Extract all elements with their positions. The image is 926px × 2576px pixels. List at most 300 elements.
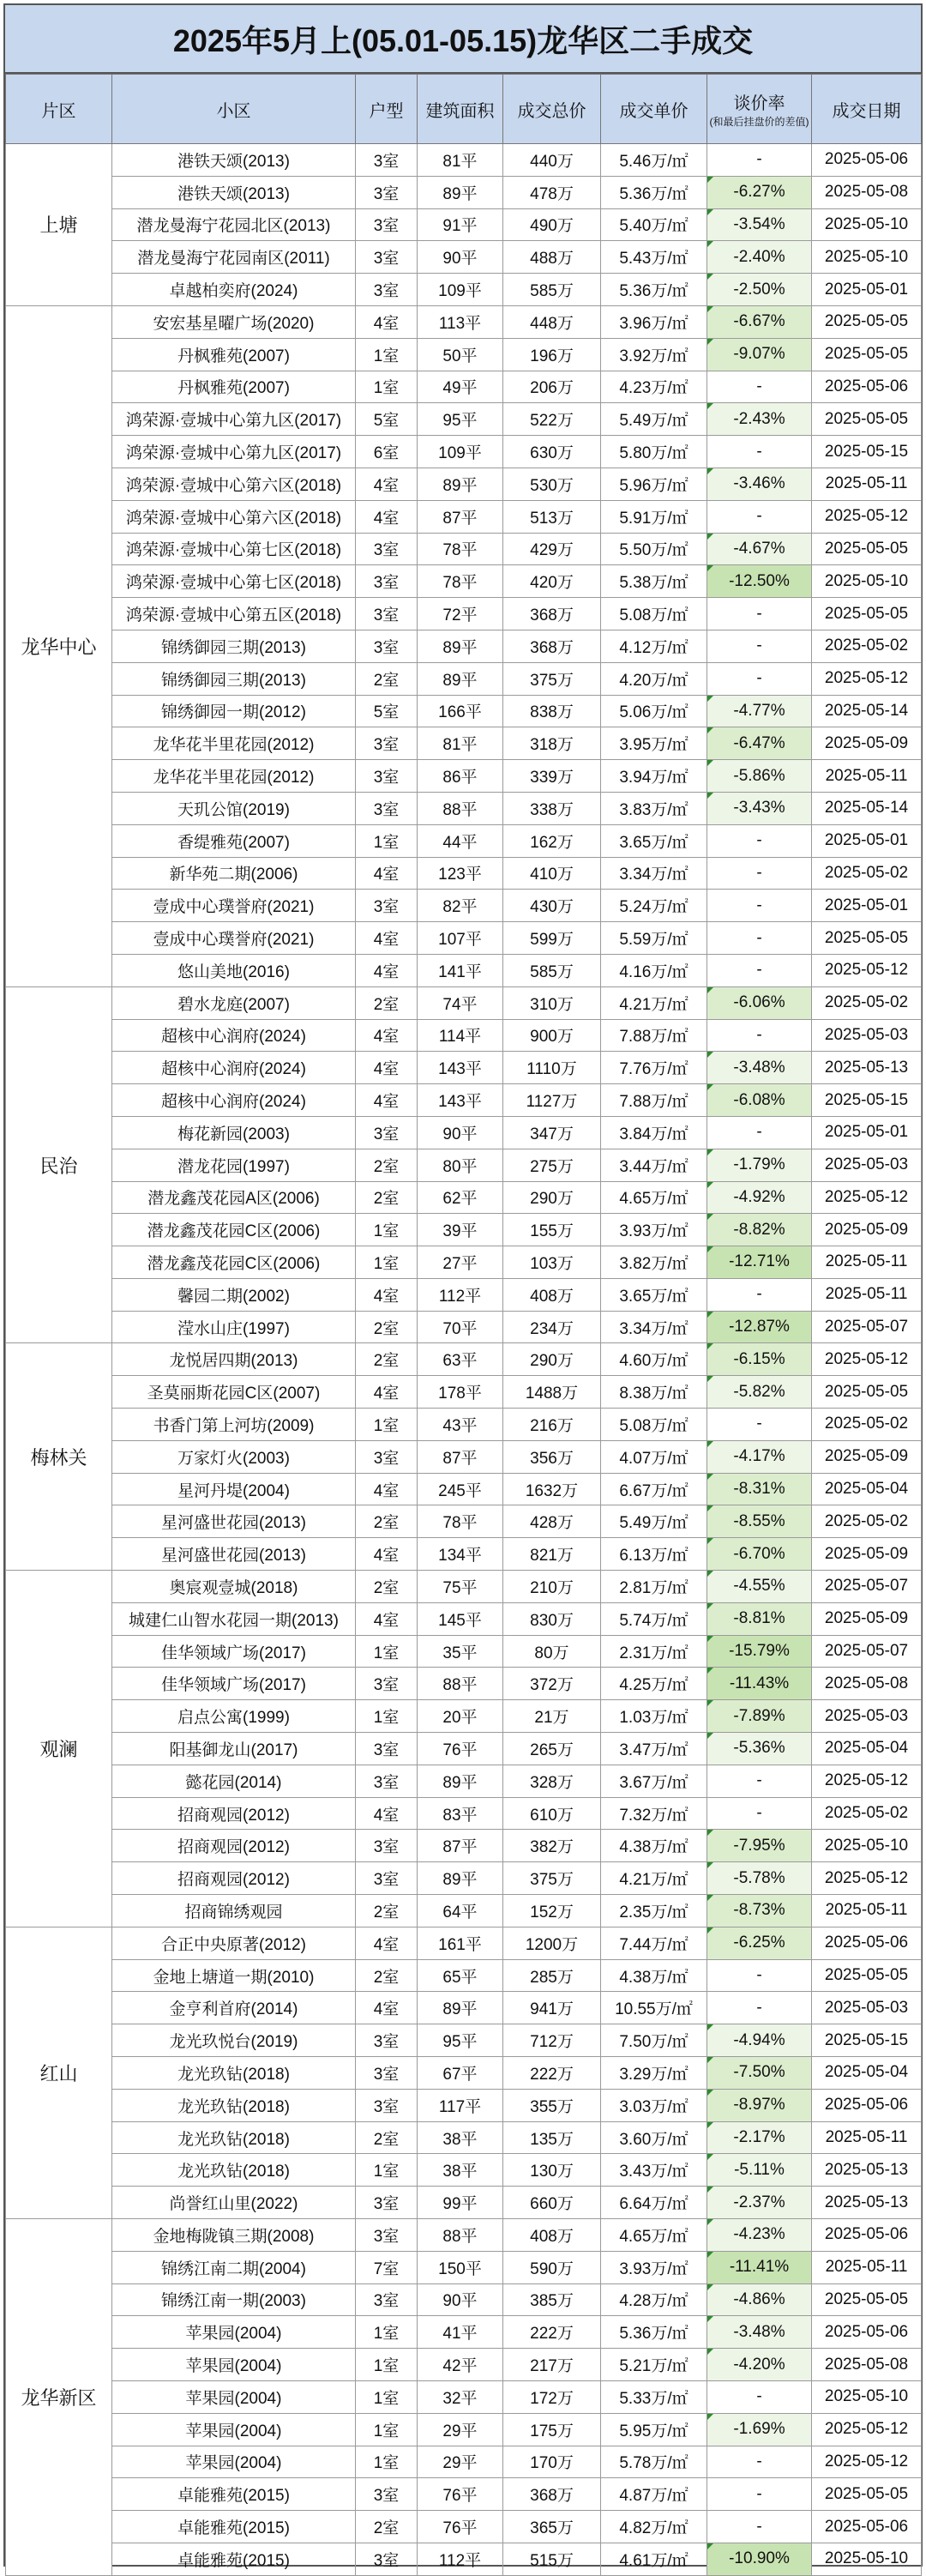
unit-cell: 7.32万/㎡ xyxy=(601,1797,707,1830)
size-cell: 27平 xyxy=(418,1246,503,1279)
total-cell: 310万 xyxy=(503,986,601,1019)
size-cell: 107平 xyxy=(418,922,503,955)
rate-cell: - xyxy=(707,1409,812,1441)
community-cell: 圣莫丽斯花园C区(2007) xyxy=(112,1376,356,1409)
date-cell: 2025-05-04 xyxy=(812,1733,922,1765)
community-cell: 万家灯火(2003) xyxy=(112,1440,356,1473)
table-row xyxy=(6,1149,922,1181)
unit-cell: 5.36万/㎡ xyxy=(601,274,707,306)
unit-cell: 5.36万/㎡ xyxy=(601,2316,707,2349)
date-cell: 2025-05-12 xyxy=(812,662,922,695)
total-cell: 222万 xyxy=(503,2316,601,2349)
layout-cell: 4室 xyxy=(356,857,418,890)
unit-cell: 3.65万/㎡ xyxy=(601,1278,707,1311)
community-cell: 鸿荣源·壹城中心第九区(2017) xyxy=(112,403,356,436)
unit-cell: 2.81万/㎡ xyxy=(601,1571,707,1603)
date-cell: 2025-05-10 xyxy=(812,2380,922,2413)
date-cell: 2025-05-11 xyxy=(812,1278,922,1311)
table-row xyxy=(6,533,922,565)
size-cell: 74平 xyxy=(418,986,503,1019)
layout-cell: 5室 xyxy=(356,695,418,727)
total-cell: 339万 xyxy=(503,760,601,793)
unit-cell: 3.44万/㎡ xyxy=(601,1149,707,1181)
date-cell: 2025-05-09 xyxy=(812,1538,922,1571)
table-row xyxy=(6,1959,922,1992)
table-row xyxy=(6,565,922,598)
size-cell: 90平 xyxy=(418,2283,503,2316)
size-cell: 35平 xyxy=(418,1635,503,1668)
size-cell: 99平 xyxy=(418,2187,503,2219)
layout-cell: 1室 xyxy=(356,2316,418,2349)
community-cell: 星河盛世花园(2013) xyxy=(112,1538,356,1571)
date-cell: 2025-05-14 xyxy=(812,792,922,824)
size-cell: 143平 xyxy=(418,1052,503,1084)
community-cell: 香缇雅苑(2007) xyxy=(112,824,356,857)
community-cell: 梅花新园(2003) xyxy=(112,1116,356,1149)
unit-cell: 4.21万/㎡ xyxy=(601,1862,707,1895)
rate-cell: - xyxy=(707,922,812,955)
total-cell: 490万 xyxy=(503,208,601,241)
community-cell: 锦绣江南一期(2003) xyxy=(112,2283,356,2316)
unit-cell: 3.43万/㎡ xyxy=(601,2154,707,2187)
total-cell: 368万 xyxy=(503,2478,601,2511)
unit-cell: 7.44万/㎡ xyxy=(601,1927,707,1959)
total-cell: 355万 xyxy=(503,2089,601,2121)
table-row xyxy=(6,1635,922,1668)
table-row xyxy=(6,1797,922,1830)
size-cell: 150平 xyxy=(418,2251,503,2283)
date-cell: 2025-05-12 xyxy=(812,2413,922,2446)
total-cell: 338万 xyxy=(503,792,601,824)
layout-cell: 5室 xyxy=(356,403,418,436)
layout-cell: 3室 xyxy=(356,1862,418,1895)
date-cell: 2025-05-06 xyxy=(812,144,922,177)
date-cell: 2025-05-15 xyxy=(812,436,922,468)
total-cell: 440万 xyxy=(503,144,601,177)
layout-cell: 4室 xyxy=(356,500,418,533)
size-cell: 91平 xyxy=(418,208,503,241)
header-area: 片区 xyxy=(6,75,112,144)
size-cell: 134平 xyxy=(418,1538,503,1571)
rate-cell: - xyxy=(707,500,812,533)
unit-cell: 4.38万/㎡ xyxy=(601,1830,707,1862)
size-cell: 44平 xyxy=(418,824,503,857)
table-row xyxy=(6,1862,922,1895)
date-cell: 2025-05-11 xyxy=(812,1895,922,1927)
community-cell: 丹枫雅苑(2007) xyxy=(112,338,356,371)
date-cell: 2025-05-09 xyxy=(812,1602,922,1635)
layout-cell: 3室 xyxy=(356,2187,418,2219)
rate-cell: - xyxy=(707,436,812,468)
date-cell: 2025-05-07 xyxy=(812,1571,922,1603)
date-cell: 2025-05-05 xyxy=(812,598,922,630)
size-cell: 49平 xyxy=(418,371,503,403)
unit-cell: 4.20万/㎡ xyxy=(601,662,707,695)
date-cell: 2025-05-01 xyxy=(812,1116,922,1149)
rate-cell: -1.69% xyxy=(707,2413,812,2446)
community-cell: 卓能雅苑(2015) xyxy=(112,2543,356,2575)
community-cell: 天玑公馆(2019) xyxy=(112,792,356,824)
unit-cell: 5.46万/㎡ xyxy=(601,144,707,177)
table-row xyxy=(6,1895,922,1927)
community-cell: 招商观园(2012) xyxy=(112,1862,356,1895)
layout-cell: 3室 xyxy=(356,598,418,630)
date-cell: 2025-05-02 xyxy=(812,1797,922,1830)
table-row xyxy=(6,1668,922,1700)
table-row xyxy=(6,176,922,208)
community-cell: 悠山美地(2016) xyxy=(112,954,356,986)
total-cell: 712万 xyxy=(503,2024,601,2057)
date-cell: 2025-05-13 xyxy=(812,2187,922,2219)
total-cell: 1488万 xyxy=(503,1376,601,1409)
total-cell: 599万 xyxy=(503,922,601,955)
total-cell: 1127万 xyxy=(503,1084,601,1117)
unit-cell: 3.34万/㎡ xyxy=(601,1311,707,1343)
transactions-table xyxy=(5,74,922,2576)
community-cell: 启点公寓(1999) xyxy=(112,1700,356,1733)
layout-cell: 3室 xyxy=(356,208,418,241)
table-row xyxy=(6,1733,922,1765)
layout-cell: 1室 xyxy=(356,1409,418,1441)
date-cell: 2025-05-04 xyxy=(812,1473,922,1505)
community-cell: 龙华花半里花园(2012) xyxy=(112,727,356,760)
unit-cell: 1.03万/㎡ xyxy=(601,1700,707,1733)
table-row xyxy=(6,2187,922,2219)
rate-cell: -6.27% xyxy=(707,176,812,208)
table-row xyxy=(6,1409,922,1441)
header-date: 成交日期 xyxy=(812,75,922,144)
layout-cell: 2室 xyxy=(356,1149,418,1181)
layout-cell: 1室 xyxy=(356,1246,418,1279)
total-cell: 660万 xyxy=(503,2187,601,2219)
layout-cell: 1室 xyxy=(356,1700,418,1733)
size-cell: 95平 xyxy=(418,2024,503,2057)
rate-cell: -8.31% xyxy=(707,1473,812,1505)
unit-cell: 8.38万/㎡ xyxy=(601,1376,707,1409)
total-cell: 103万 xyxy=(503,1246,601,1279)
community-cell: 星河丹堤(2004) xyxy=(112,1473,356,1505)
layout-cell: 1室 xyxy=(356,2446,418,2478)
header-unit: 成交单价 xyxy=(601,75,707,144)
size-cell: 32平 xyxy=(418,2380,503,2413)
date-cell: 2025-05-06 xyxy=(812,2219,922,2252)
header-rate-label: 谈价率 xyxy=(733,94,785,113)
unit-cell: 3.65万/㎡ xyxy=(601,824,707,857)
community-cell: 鸿荣源·壹城中心第六区(2018) xyxy=(112,468,356,500)
date-cell: 2025-05-02 xyxy=(812,986,922,1019)
rate-cell: -12.50% xyxy=(707,565,812,598)
total-cell: 429万 xyxy=(503,533,601,565)
unit-cell: 7.50万/㎡ xyxy=(601,2024,707,2057)
date-cell: 2025-05-06 xyxy=(812,2511,922,2543)
size-cell: 113平 xyxy=(418,305,503,338)
unit-cell: 5.49万/㎡ xyxy=(601,403,707,436)
community-cell: 超核中心润府(2024) xyxy=(112,1019,356,1052)
table-row xyxy=(6,1538,922,1571)
date-cell: 2025-05-06 xyxy=(812,1927,922,1959)
size-cell: 65平 xyxy=(418,1959,503,1992)
community-cell: 潜龙曼海宁花园北区(2013) xyxy=(112,208,356,241)
size-cell: 42平 xyxy=(418,2349,503,2381)
rate-cell: -7.50% xyxy=(707,2057,812,2090)
date-cell: 2025-05-03 xyxy=(812,1700,922,1733)
size-cell: 63平 xyxy=(418,1343,503,1376)
area-cell: 民治 xyxy=(6,986,112,1343)
table-row xyxy=(6,1602,922,1635)
date-cell: 2025-05-11 xyxy=(812,1246,922,1279)
community-cell: 壹成中心璞誉府(2021) xyxy=(112,922,356,955)
unit-cell: 5.49万/㎡ xyxy=(601,1505,707,1538)
community-cell: 潜龙曼海宁花园南区(2011) xyxy=(112,241,356,274)
rate-cell: -4.17% xyxy=(707,1440,812,1473)
rate-cell: -2.17% xyxy=(707,2121,812,2154)
rate-cell: -2.40% xyxy=(707,241,812,274)
table-row xyxy=(6,1992,922,2024)
total-cell: 222万 xyxy=(503,2057,601,2090)
total-cell: 368万 xyxy=(503,630,601,662)
rate-cell: -3.43% xyxy=(707,792,812,824)
unit-cell: 3.67万/㎡ xyxy=(601,1765,707,1797)
rate-cell: - xyxy=(707,1019,812,1052)
rate-cell: -4.67% xyxy=(707,533,812,565)
total-cell: 275万 xyxy=(503,1149,601,1181)
size-cell: 114平 xyxy=(418,1019,503,1052)
size-cell: 95平 xyxy=(418,403,503,436)
table-row xyxy=(6,371,922,403)
size-cell: 88平 xyxy=(418,1668,503,1700)
size-cell: 90平 xyxy=(418,1116,503,1149)
table-row xyxy=(6,2154,922,2187)
table-row xyxy=(6,1440,922,1473)
area-cell: 红山 xyxy=(6,1927,112,2218)
size-cell: 76平 xyxy=(418,1733,503,1765)
size-cell: 81平 xyxy=(418,144,503,177)
table-row xyxy=(6,792,922,824)
date-cell: 2025-05-02 xyxy=(812,1409,922,1441)
rate-cell: -6.67% xyxy=(707,305,812,338)
community-cell: 龙悦居四期(2013) xyxy=(112,1343,356,1376)
layout-cell: 3室 xyxy=(356,533,418,565)
size-cell: 78平 xyxy=(418,533,503,565)
community-cell: 尚誉红山里(2022) xyxy=(112,2187,356,2219)
rate-cell: - xyxy=(707,1116,812,1149)
total-cell: 585万 xyxy=(503,954,601,986)
date-cell: 2025-05-10 xyxy=(812,2543,922,2575)
community-cell: 卓能雅苑(2015) xyxy=(112,2511,356,2543)
community-cell: 金地上塘道一期(2010) xyxy=(112,1959,356,1992)
community-cell: 碧水龙庭(2007) xyxy=(112,986,356,1019)
size-cell: 90平 xyxy=(418,241,503,274)
community-cell: 潜龙鑫茂花园A区(2006) xyxy=(112,1181,356,1214)
table-row xyxy=(6,338,922,371)
table-row xyxy=(6,598,922,630)
unit-cell: 10.55万/㎡ xyxy=(601,1992,707,2024)
date-cell: 2025-05-05 xyxy=(812,1376,922,1409)
layout-cell: 4室 xyxy=(356,1797,418,1830)
rate-cell: -12.87% xyxy=(707,1311,812,1343)
date-cell: 2025-05-11 xyxy=(812,468,922,500)
unit-cell: 3.82万/㎡ xyxy=(601,1246,707,1279)
table-row xyxy=(6,500,922,533)
table-row xyxy=(6,695,922,727)
size-cell: 88平 xyxy=(418,2219,503,2252)
size-cell: 78平 xyxy=(418,565,503,598)
layout-cell: 3室 xyxy=(356,241,418,274)
layout-cell: 3室 xyxy=(356,565,418,598)
community-cell: 招商锦绣观园 xyxy=(112,1895,356,1927)
community-cell: 佳华领域广场(2017) xyxy=(112,1635,356,1668)
date-cell: 2025-05-10 xyxy=(812,1830,922,1862)
total-cell: 610万 xyxy=(503,1797,601,1830)
total-cell: 478万 xyxy=(503,176,601,208)
size-cell: 87平 xyxy=(418,1440,503,1473)
community-cell: 卓能雅苑(2015) xyxy=(112,2478,356,2511)
size-cell: 89平 xyxy=(418,630,503,662)
total-cell: 410万 xyxy=(503,857,601,890)
unit-cell: 5.24万/㎡ xyxy=(601,890,707,922)
layout-cell: 3室 xyxy=(356,2057,418,2090)
unit-cell: 4.21万/㎡ xyxy=(601,986,707,1019)
community-cell: 金地梅陇镇三期(2008) xyxy=(112,2219,356,2252)
layout-cell: 4室 xyxy=(356,1019,418,1052)
unit-cell: 6.64万/㎡ xyxy=(601,2187,707,2219)
unit-cell: 6.13万/㎡ xyxy=(601,1538,707,1571)
date-cell: 2025-05-05 xyxy=(812,305,922,338)
rate-cell: - xyxy=(707,144,812,177)
date-cell: 2025-05-11 xyxy=(812,2251,922,2283)
unit-cell: 4.12万/㎡ xyxy=(601,630,707,662)
total-cell: 175万 xyxy=(503,2413,601,2446)
total-cell: 265万 xyxy=(503,1733,601,1765)
table-row xyxy=(6,1278,922,1311)
date-cell: 2025-05-13 xyxy=(812,2154,922,2187)
rate-cell: - xyxy=(707,1278,812,1311)
community-cell: 超核中心润府(2024) xyxy=(112,1084,356,1117)
total-cell: 356万 xyxy=(503,1440,601,1473)
size-cell: 38平 xyxy=(418,2154,503,2187)
total-cell: 428万 xyxy=(503,1505,601,1538)
table-row xyxy=(6,1116,922,1149)
layout-cell: 2室 xyxy=(356,986,418,1019)
header-rate xyxy=(707,75,812,144)
date-cell: 2025-05-05 xyxy=(812,533,922,565)
total-cell: 408万 xyxy=(503,1278,601,1311)
unit-cell: 4.65万/㎡ xyxy=(601,1181,707,1214)
header-community: 小区 xyxy=(112,75,356,144)
date-cell: 2025-05-05 xyxy=(812,2478,922,2511)
total-cell: 135万 xyxy=(503,2121,601,2154)
layout-cell: 3室 xyxy=(356,1765,418,1797)
community-cell: 鸿荣源·壹城中心第六区(2018) xyxy=(112,500,356,533)
table-row xyxy=(6,662,922,695)
size-cell: 245平 xyxy=(418,1473,503,1505)
layout-cell: 3室 xyxy=(356,2024,418,2057)
table-row xyxy=(6,2349,922,2381)
community-cell: 滢水山庄(1997) xyxy=(112,1311,356,1343)
community-cell: 龙光玖悦台(2019) xyxy=(112,2024,356,2057)
layout-cell: 4室 xyxy=(356,305,418,338)
total-cell: 382万 xyxy=(503,1830,601,1862)
date-cell: 2025-05-07 xyxy=(812,1311,922,1343)
size-cell: 86平 xyxy=(418,760,503,793)
rate-cell: - xyxy=(707,890,812,922)
total-cell: 420万 xyxy=(503,565,601,598)
unit-cell: 3.34万/㎡ xyxy=(601,857,707,890)
size-cell: 141平 xyxy=(418,954,503,986)
unit-cell: 5.78万/㎡ xyxy=(601,2446,707,2478)
layout-cell: 1室 xyxy=(356,1635,418,1668)
unit-cell: 4.87万/㎡ xyxy=(601,2478,707,2511)
community-cell: 港铁天颂(2013) xyxy=(112,144,356,177)
size-cell: 76平 xyxy=(418,2511,503,2543)
size-cell: 39平 xyxy=(418,1214,503,1246)
table-row xyxy=(6,2446,922,2478)
unit-cell: 4.16万/㎡ xyxy=(601,954,707,986)
date-cell: 2025-05-15 xyxy=(812,2024,922,2057)
unit-cell: 4.82万/㎡ xyxy=(601,2511,707,2543)
total-cell: 234万 xyxy=(503,1311,601,1343)
date-cell: 2025-05-03 xyxy=(812,1992,922,2024)
size-cell: 178平 xyxy=(418,1376,503,1409)
table-row xyxy=(6,2478,922,2511)
community-cell: 龙光玖钻(2018) xyxy=(112,2121,356,2154)
table-row xyxy=(6,2251,922,2283)
date-cell: 2025-05-10 xyxy=(812,565,922,598)
total-cell: 630万 xyxy=(503,436,601,468)
table-row xyxy=(6,305,922,338)
date-cell: 2025-05-01 xyxy=(812,824,922,857)
rate-cell: - xyxy=(707,1992,812,2024)
community-cell: 壹成中心璞誉府(2021) xyxy=(112,890,356,922)
table-row xyxy=(6,274,922,306)
rate-cell: - xyxy=(707,2511,812,2543)
unit-cell: 4.28万/㎡ xyxy=(601,2283,707,2316)
unit-cell: 4.61万/㎡ xyxy=(601,2543,707,2575)
unit-cell: 5.06万/㎡ xyxy=(601,695,707,727)
rate-cell: -4.20% xyxy=(707,2349,812,2381)
total-cell: 290万 xyxy=(503,1343,601,1376)
rate-cell: - xyxy=(707,371,812,403)
size-cell: 75平 xyxy=(418,1571,503,1603)
rate-cell: -3.48% xyxy=(707,1052,812,1084)
size-cell: 109平 xyxy=(418,436,503,468)
community-cell: 新华苑二期(2006) xyxy=(112,857,356,890)
layout-cell: 4室 xyxy=(356,1084,418,1117)
unit-cell: 5.96万/㎡ xyxy=(601,468,707,500)
community-cell: 鸿荣源·壹城中心第七区(2018) xyxy=(112,533,356,565)
date-cell: 2025-05-05 xyxy=(812,922,922,955)
total-cell: 375万 xyxy=(503,662,601,695)
layout-cell: 4室 xyxy=(356,954,418,986)
table-row xyxy=(6,2024,922,2057)
unit-cell: 3.96万/㎡ xyxy=(601,305,707,338)
table-row xyxy=(6,2057,922,2090)
table-row xyxy=(6,1311,922,1343)
rate-cell: -6.25% xyxy=(707,1927,812,1959)
date-cell: 2025-05-06 xyxy=(812,2089,922,2121)
community-cell: 潜龙花园(1997) xyxy=(112,1149,356,1181)
total-cell: 347万 xyxy=(503,1116,601,1149)
rate-cell: -6.70% xyxy=(707,1538,812,1571)
community-cell: 合正中央原著(2012) xyxy=(112,1927,356,1959)
layout-cell: 3室 xyxy=(356,792,418,824)
layout-cell: 3室 xyxy=(356,890,418,922)
total-cell: 162万 xyxy=(503,824,601,857)
date-cell: 2025-05-13 xyxy=(812,1052,922,1084)
table-row xyxy=(6,1700,922,1733)
size-cell: 78平 xyxy=(418,1505,503,1538)
community-cell: 鸿荣源·壹城中心第七区(2018) xyxy=(112,565,356,598)
